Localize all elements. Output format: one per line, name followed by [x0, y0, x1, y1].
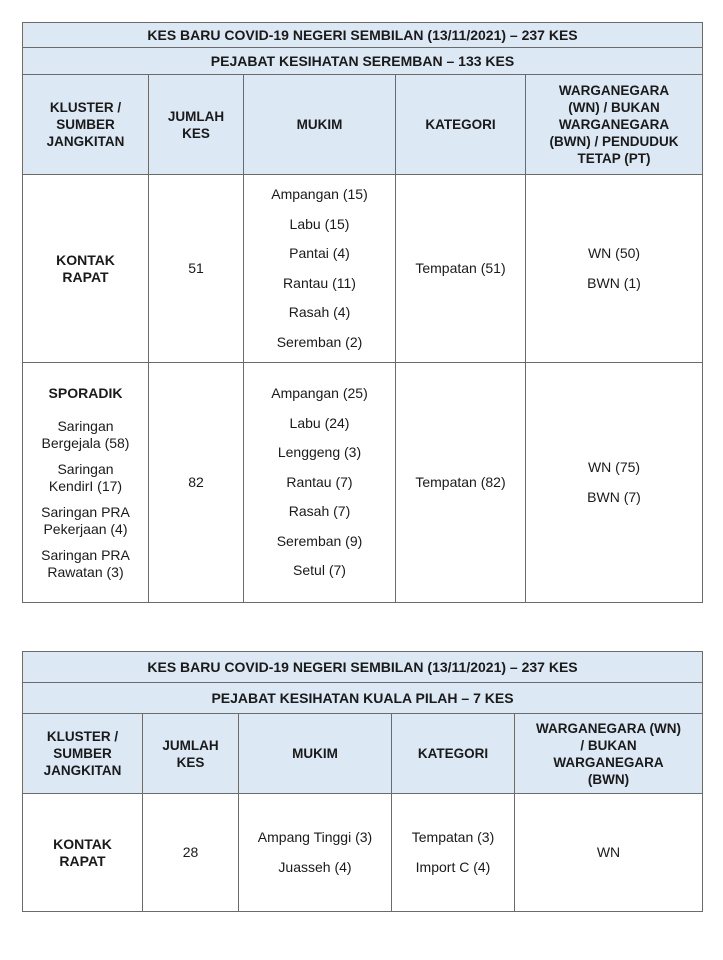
mukim-item: Seremban (2): [276, 333, 363, 350]
mukim-item: Rasah (4): [288, 304, 351, 320]
kategori-cell: Tempatan (82): [396, 363, 526, 603]
table-row: [23, 175, 703, 363]
kuala-pilah-table: [22, 651, 703, 912]
mukim-item: Labu (15): [289, 215, 350, 232]
mukim-item: Ampang Tinggi (3): [257, 829, 373, 845]
header-mukim: MUKIM: [239, 714, 392, 794]
sporadik-item: Saringan PRA Pekerjaan (4): [41, 503, 130, 537]
mukim-item: Juasseh (4): [278, 858, 352, 875]
header-kategori: KATEGORI: [392, 714, 515, 794]
mukim-item: Labu (24): [289, 414, 350, 431]
sporadik-item: Saringan KendirI (17): [48, 460, 123, 494]
kuala-pilah-table-subtitle: PEJABAT KESIHATAN KUALA PILAH – 7 KES: [23, 683, 703, 714]
kategori-cell: Tempatan (51): [396, 175, 526, 363]
kluster-cell: [23, 363, 149, 603]
mukim-item: Rasah (7): [288, 503, 351, 520]
kuala-pilah-table-title: KES BARU COVID-19 NEGERI SEMBILAN (13/11/2021) – 237 KES: [23, 652, 703, 683]
warganegara-cell: WN (50) BWN (1): [526, 175, 703, 363]
mukim-list: [244, 175, 396, 363]
sporadik-heading: SPORADIK: [48, 384, 123, 401]
sporadik-item: Saringan Bergejala (58): [41, 417, 130, 451]
header-mukim: MUKIM: [244, 75, 396, 175]
kluster-cell: KONTAK RAPAT: [23, 794, 143, 912]
kategori-cell: Tempatan (3) Import C (4): [392, 794, 515, 912]
mukim-item: Ampangan (25): [271, 385, 368, 402]
seremban-table-title: KES BARU COVID-19 NEGERI SEMBILAN (13/11/2021) – 237 KES: [23, 23, 703, 48]
warganegara-cell: WN (75) BWN (7): [526, 363, 703, 603]
warganegara-cell: WN: [515, 794, 703, 912]
header-kategori: KATEGORI: [396, 75, 526, 175]
seremban-table: [22, 22, 703, 603]
header-warganegara: WARGANEGARA (WN) / BUKAN WARGANEGARA (BWN): [515, 714, 703, 794]
mukim-item: Rantau (7): [286, 473, 353, 490]
table-row: [23, 363, 703, 603]
jumlah-kes-cell: 51: [149, 175, 244, 363]
header-jumlah-kes: JUMLAH KES: [143, 714, 239, 794]
mukim-item: Pantai (4): [289, 245, 350, 261]
jumlah-kes-cell: 28: [143, 794, 239, 912]
table-row: [23, 794, 703, 912]
seremban-table-subtitle: PEJABAT KESIHATAN SEREMBAN – 133 KES: [23, 48, 703, 75]
header-kluster: KLUSTER / SUMBER JANGKITAN: [23, 714, 143, 794]
mukim-item: Ampangan (15): [271, 186, 368, 202]
mukim-list: [239, 794, 392, 912]
jumlah-kes-cell: 82: [149, 363, 244, 603]
mukim-item: Rantau (11): [283, 274, 356, 291]
mukim-item: Seremban (9): [276, 532, 363, 549]
header-jumlah-kes: JUMLAH KES: [149, 75, 244, 175]
kluster-cell: KONTAK RAPAT: [23, 175, 149, 363]
mukim-item: Lenggeng (3): [277, 444, 362, 461]
mukim-item: Setul (7): [293, 562, 346, 579]
header-kluster: KLUSTER / SUMBER JANGKITAN: [23, 75, 149, 175]
sporadik-item: Saringan PRA Rawatan (3): [41, 546, 130, 580]
mukim-list: [244, 363, 396, 603]
header-warganegara: WARGANEGARA (WN) / BUKAN WARGANEGARA (BWN) / PENDUDUK TETAP (PT): [526, 75, 703, 175]
